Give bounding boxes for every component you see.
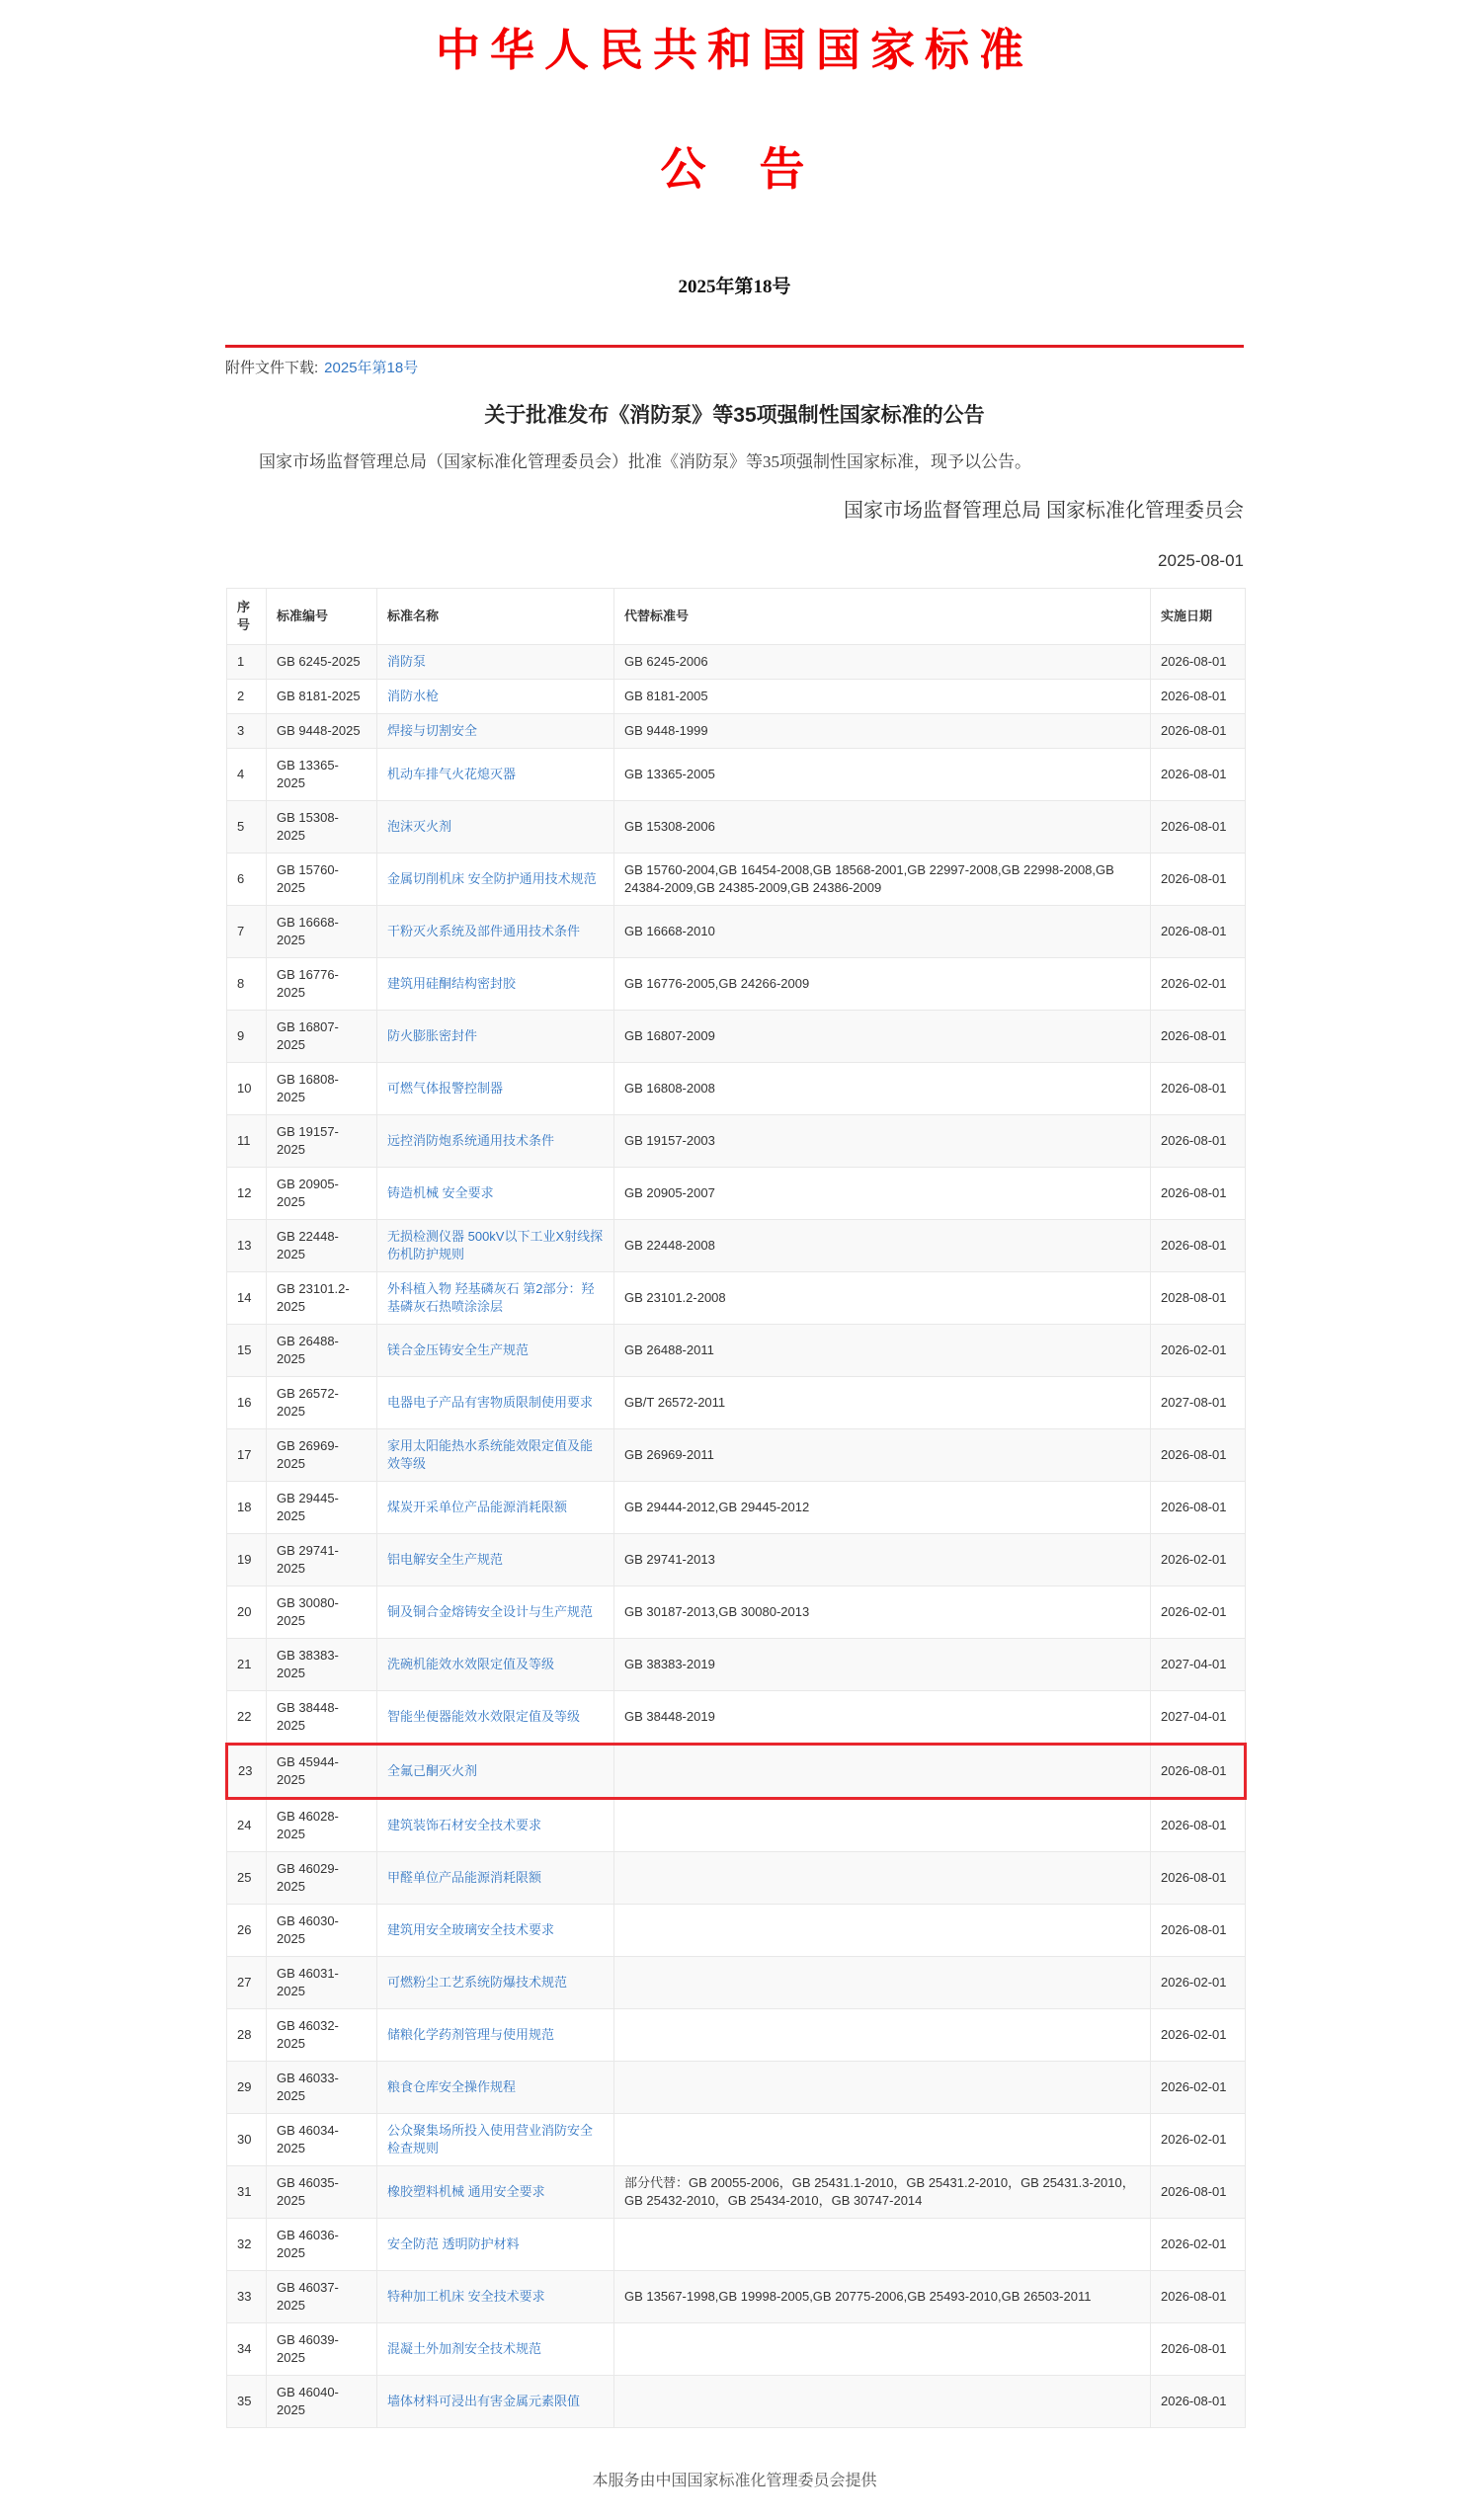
implementation-date: 2026-08-01 [1151, 2271, 1246, 2323]
table-row [227, 2271, 1246, 2323]
table-row [227, 1534, 1246, 1586]
row-index: 24 [227, 1799, 267, 1852]
table-row [227, 1957, 1246, 2009]
announcement-signer: 国家市场监督管理总局 国家标准化管理委员会 [844, 500, 1244, 522]
standard-name-cell [377, 2219, 614, 2271]
implementation-date: 2026-08-01 [1151, 1799, 1246, 1852]
replaced-standards [614, 2062, 1151, 2114]
replaced-standards: GB 19157-2003 [614, 1115, 1151, 1168]
table-row [227, 2219, 1246, 2271]
implementation-date: 2026-08-01 [1151, 801, 1246, 854]
standard-name-cell [377, 1799, 614, 1852]
col-header-replaces: 代替标准号 [614, 589, 1151, 645]
table-row [227, 1482, 1246, 1534]
table-row [227, 906, 1246, 958]
table-row [227, 1377, 1246, 1429]
implementation-date: 2026-02-01 [1151, 1957, 1246, 2009]
standard-name-link[interactable]: 建筑装饰石材安全技术要求 [387, 1818, 542, 1832]
standard-name-link[interactable]: 家用太阳能热水系统能效限定值及能效等级 [387, 1438, 594, 1471]
table-row [227, 1325, 1246, 1377]
standard-code: GB 46034-2025 [267, 2114, 377, 2166]
row-index: 16 [227, 1377, 267, 1429]
replaced-standards: GB 8181-2005 [614, 680, 1151, 714]
standard-name-cell [377, 645, 614, 680]
col-header-code: 标准编号 [267, 589, 377, 645]
row-index: 2 [227, 680, 267, 714]
replaced-standards: GB 15760-2004,GB 16454-2008,GB 18568-2001,GB 22997-2008,GB 22998-2008,GB 24384-2009,GB 24385-2009,GB 24386-2009 [614, 854, 1151, 906]
standard-code: GB 46037-2025 [267, 2271, 377, 2323]
standard-code: GB 23101.2-2025 [267, 1272, 377, 1325]
replaced-standards [614, 2114, 1151, 2166]
standard-name-cell [377, 1272, 614, 1325]
standard-code: GB 30080-2025 [267, 1586, 377, 1639]
replaced-standards: GB 6245-2006 [614, 645, 1151, 680]
standard-code: GB 46039-2025 [267, 2323, 377, 2376]
row-index: 10 [227, 1063, 267, 1115]
standard-name-link[interactable]: 焊接与切割安全 [387, 723, 478, 738]
standard-name-cell [377, 2009, 614, 2062]
implementation-date: 2026-08-01 [1151, 680, 1246, 714]
standard-name-link[interactable]: 泡沫灭火剂 [387, 819, 452, 834]
standard-name-cell [377, 1586, 614, 1639]
standard-name-cell [377, 680, 614, 714]
standard-code: GB 46032-2025 [267, 2009, 377, 2062]
standard-code: GB 19157-2025 [267, 1115, 377, 1168]
announcement-title: 关于批准发布《消防泵》等35项强制性国家标准的公告 [484, 404, 985, 427]
row-index: 17 [227, 1429, 267, 1482]
row-index: 26 [227, 1905, 267, 1957]
replaced-standards: GB 29741-2013 [614, 1534, 1151, 1586]
row-index: 34 [227, 2323, 267, 2376]
implementation-date: 2026-08-01 [1151, 1429, 1246, 1482]
row-index: 12 [227, 1168, 267, 1220]
standard-name-link[interactable]: 特种加工机床 安全技术要求 [387, 2289, 545, 2304]
implementation-date: 2026-08-01 [1151, 2323, 1246, 2376]
table-row [227, 714, 1246, 749]
implementation-date: 2026-08-01 [1151, 749, 1246, 801]
standard-name-cell [377, 854, 614, 906]
replaced-standards: GB 9448-1999 [614, 714, 1151, 749]
standard-name-link[interactable]: 全氟己酮灭火剂 [387, 1763, 478, 1778]
standard-name-link[interactable]: 可燃气体报警控制器 [387, 1081, 504, 1096]
standard-name-cell [377, 1377, 614, 1429]
implementation-date: 2026-08-01 [1151, 1905, 1246, 1957]
standard-name-cell [377, 2166, 614, 2219]
row-index: 35 [227, 2376, 267, 2428]
implementation-date: 2026-02-01 [1151, 1534, 1246, 1586]
standard-name-link[interactable]: 洗碗机能效水效限定值及等级 [387, 1657, 555, 1671]
replaced-standards: GB 13365-2005 [614, 749, 1151, 801]
standard-code: GB 9448-2025 [267, 714, 377, 749]
implementation-date: 2026-02-01 [1151, 2114, 1246, 2166]
standard-code: GB 38448-2025 [267, 1691, 377, 1745]
standard-name-link[interactable]: 煤炭开采单位产品能源消耗限额 [387, 1500, 568, 1514]
replaced-standards [614, 2323, 1151, 2376]
standard-name-cell [377, 714, 614, 749]
table-row [227, 1691, 1246, 1745]
standard-name-cell [377, 2376, 614, 2428]
standard-code: GB 38383-2025 [267, 1639, 377, 1691]
implementation-date: 2026-02-01 [1151, 1586, 1246, 1639]
standard-name-cell [377, 2271, 614, 2323]
row-index: 6 [227, 854, 267, 906]
standard-name-link[interactable]: 外科植入物 羟基磷灰石 第2部分：羟基磷灰石热喷涂涂层 [387, 1281, 595, 1314]
red-divider [225, 345, 1244, 348]
table-row [227, 1115, 1246, 1168]
row-index: 30 [227, 2114, 267, 2166]
standard-code: GB 16807-2025 [267, 1011, 377, 1063]
row-index: 19 [227, 1534, 267, 1586]
replaced-standards [614, 1957, 1151, 2009]
implementation-date: 2026-08-01 [1151, 2376, 1246, 2428]
standard-code: GB 22448-2025 [267, 1220, 377, 1272]
row-index: 32 [227, 2219, 267, 2271]
standard-name-link[interactable]: 消防泵 [387, 654, 427, 669]
col-header-name: 标准名称 [377, 589, 614, 645]
standard-name-cell [377, 2114, 614, 2166]
row-index: 9 [227, 1011, 267, 1063]
table-row [227, 1272, 1246, 1325]
row-index: 1 [227, 645, 267, 680]
replaced-standards: GB 13567-1998,GB 19998-2005,GB 20775-2006,GB 25493-2010,GB 26503-2011 [614, 2271, 1151, 2323]
standard-name-link[interactable]: 建筑用安全玻璃安全技术要求 [387, 1922, 555, 1937]
table-row [227, 854, 1246, 906]
replaced-standards: GB 29444-2012,GB 29445-2012 [614, 1482, 1151, 1534]
table-row [227, 801, 1246, 854]
standard-code: GB 26969-2025 [267, 1429, 377, 1482]
row-index: 11 [227, 1115, 267, 1168]
table-row [227, 2114, 1246, 2166]
standard-name-link[interactable]: 可燃粉尘工艺系统防爆技术规范 [387, 1975, 568, 1990]
standard-name-link[interactable]: 智能坐便器能效水效限定值及等级 [387, 1709, 581, 1724]
standard-code: GB 46035-2025 [267, 2166, 377, 2219]
table-row [227, 749, 1246, 801]
row-index: 25 [227, 1852, 267, 1905]
implementation-date: 2026-02-01 [1151, 2062, 1246, 2114]
standard-name-cell [377, 1482, 614, 1534]
standard-name-link[interactable]: 无损检测仪器 500kV以下工业X射线探伤机防护规则 [387, 1229, 604, 1261]
standard-name-cell [377, 1957, 614, 2009]
col-header-date: 实施日期 [1151, 589, 1246, 645]
replaced-standards: GB 26488-2011 [614, 1325, 1151, 1377]
standard-name-cell [377, 2062, 614, 2114]
standard-name-link[interactable]: 电器电子产品有害物质限制使用要求 [387, 1395, 594, 1410]
table-row [227, 1905, 1246, 1957]
table-row [227, 1852, 1246, 1905]
standard-code: GB 26572-2025 [267, 1377, 377, 1429]
standard-name-cell [377, 1168, 614, 1220]
standard-name-cell [377, 1852, 614, 1905]
standard-code: GB 29741-2025 [267, 1534, 377, 1586]
attachment-link[interactable]: 2025年第18号 [324, 360, 419, 376]
standard-code: GB 45944-2025 [267, 1745, 377, 1799]
row-index: 20 [227, 1586, 267, 1639]
standard-name-link[interactable]: 铝电解安全生产规范 [387, 1552, 504, 1567]
row-index: 22 [227, 1691, 267, 1745]
replaced-standards: GB/T 26572-2011 [614, 1377, 1151, 1429]
row-index: 7 [227, 906, 267, 958]
standard-name-link[interactable]: 粮食仓库安全操作规程 [387, 2079, 517, 2094]
standard-code: GB 29445-2025 [267, 1482, 377, 1534]
announcement-page [0, 14, 1469, 2520]
table-row [227, 1168, 1246, 1220]
replaced-standards: GB 22448-2008 [614, 1220, 1151, 1272]
attachment-row [225, 357, 1244, 377]
replaced-standards: GB 16807-2009 [614, 1011, 1151, 1063]
table-row [227, 2062, 1246, 2114]
standard-name-link[interactable]: 墙体材料可浸出有害金属元素限值 [387, 2394, 581, 2408]
implementation-date: 2026-08-01 [1151, 714, 1246, 749]
replaced-standards: GB 23101.2-2008 [614, 1272, 1151, 1325]
attachment-label: 附件文件下载: [225, 360, 319, 376]
standard-name-cell [377, 1115, 614, 1168]
table-row [227, 645, 1246, 680]
standard-name-cell [377, 1905, 614, 1957]
replaced-standards: 部分代替：GB 20055-2006，GB 25431.1-2010，GB 25431.2-2010，GB 25431.3-2010，GB 25432-2010，GB 25434-2010，GB 30747-2014 [614, 2166, 1151, 2219]
implementation-date: 2026-08-01 [1151, 1011, 1246, 1063]
standard-name-link[interactable]: 远控消防炮系统通用技术条件 [387, 1133, 555, 1148]
replaced-standards: GB 15308-2006 [614, 801, 1151, 854]
row-index: 13 [227, 1220, 267, 1272]
replaced-standards: GB 38448-2019 [614, 1691, 1151, 1745]
standard-name-cell [377, 749, 614, 801]
table-row [227, 1799, 1246, 1852]
replaced-standards [614, 1905, 1151, 1957]
standard-code: GB 16668-2025 [267, 906, 377, 958]
replaced-standards [614, 1745, 1151, 1799]
replaced-standards: GB 16668-2010 [614, 906, 1151, 958]
standard-name-cell [377, 1063, 614, 1115]
replaced-standards [614, 2376, 1151, 2428]
table-row [227, 1429, 1246, 1482]
standard-name-cell [377, 1745, 614, 1799]
standard-name-link[interactable]: 铜及铜合金熔铸安全设计与生产规范 [387, 1604, 594, 1619]
row-index: 15 [227, 1325, 267, 1377]
standard-code: GB 16808-2025 [267, 1063, 377, 1115]
replaced-standards [614, 2009, 1151, 2062]
implementation-date: 2026-08-01 [1151, 1852, 1246, 1905]
row-index: 3 [227, 714, 267, 749]
implementation-date: 2027-04-01 [1151, 1639, 1246, 1691]
standard-name-link[interactable]: 甲醛单位产品能源消耗限额 [387, 1870, 542, 1885]
implementation-date: 2026-08-01 [1151, 854, 1246, 906]
standard-code: GB 16776-2025 [267, 958, 377, 1011]
replaced-standards [614, 2219, 1151, 2271]
standard-name-link[interactable]: 储粮化学药剂管理与使用规范 [387, 2027, 555, 2042]
standard-code: GB 46033-2025 [267, 2062, 377, 2114]
row-index: 31 [227, 2166, 267, 2219]
standard-code: GB 13365-2025 [267, 749, 377, 801]
replaced-standards [614, 1799, 1151, 1852]
standards-table [225, 588, 1247, 2428]
implementation-date: 2026-08-01 [1151, 906, 1246, 958]
page-title: 中华人民共和国国家标准 [435, 26, 1033, 75]
implementation-date: 2026-02-01 [1151, 958, 1246, 1011]
content-area [225, 345, 1244, 2428]
standard-name-link[interactable]: 公众聚集场所投入使用营业消防安全检查规则 [387, 2123, 594, 2155]
col-header-index: 序号 [227, 589, 267, 645]
implementation-date: 2026-08-01 [1151, 1745, 1246, 1799]
implementation-date: 2026-08-01 [1151, 1482, 1246, 1534]
row-index: 8 [227, 958, 267, 1011]
row-index: 28 [227, 2009, 267, 2062]
standard-name-cell [377, 1011, 614, 1063]
standard-name-cell [377, 958, 614, 1011]
standard-name-cell [377, 1639, 614, 1691]
standard-name-link[interactable]: 消防水枪 [387, 689, 440, 703]
row-index: 5 [227, 801, 267, 854]
standard-name-link[interactable]: 铸造机械 安全要求 [387, 1185, 494, 1200]
replaced-standards: GB 30187-2013,GB 30080-2013 [614, 1586, 1151, 1639]
standard-code: GB 46031-2025 [267, 1957, 377, 2009]
row-index: 4 [227, 749, 267, 801]
implementation-date: 2027-08-01 [1151, 1377, 1246, 1429]
replaced-standards: GB 16808-2008 [614, 1063, 1151, 1115]
standard-name-link[interactable]: 机动车排气火花熄灭器 [387, 767, 517, 781]
implementation-date: 2026-08-01 [1151, 1115, 1246, 1168]
standard-name-link[interactable]: 安全防范 透明防护材料 [387, 2236, 520, 2251]
standard-name-link[interactable]: 防火膨胀密封件 [387, 1028, 478, 1043]
standard-code: GB 6245-2025 [267, 645, 377, 680]
table-row [227, 2166, 1246, 2219]
standard-name-cell [377, 906, 614, 958]
row-index: 33 [227, 2271, 267, 2323]
table-row [227, 1063, 1246, 1115]
replaced-standards: GB 38383-2019 [614, 1639, 1151, 1691]
standard-name-cell [377, 1220, 614, 1272]
announcement-body: 国家市场监督管理总局（国家标准化管理委员会）批准《消防泵》等35项强制性国家标准，现予以公告。 [259, 452, 1031, 471]
standard-name-link[interactable]: 金属切削机床 安全防护通用技术规范 [387, 871, 597, 886]
replaced-standards: GB 26969-2011 [614, 1429, 1151, 1482]
standard-code: GB 46040-2025 [267, 2376, 377, 2428]
table-row [227, 2323, 1246, 2376]
standard-name-link[interactable]: 橡胶塑料机械 通用安全要求 [387, 2184, 545, 2199]
table-row [227, 1220, 1246, 1272]
standard-name-link[interactable]: 建筑用硅酮结构密封胶 [387, 976, 517, 991]
table-row [227, 1639, 1246, 1691]
implementation-date: 2026-08-01 [1151, 1220, 1246, 1272]
table-header [227, 589, 1246, 645]
implementation-date: 2026-02-01 [1151, 2219, 1246, 2271]
standard-code: GB 46036-2025 [267, 2219, 377, 2271]
implementation-date: 2026-08-01 [1151, 1168, 1246, 1220]
standard-name-link[interactable]: 混凝土外加剂安全技术规范 [387, 2341, 542, 2356]
standard-name-link[interactable]: 干粉灭火系统及部件通用技术条件 [387, 924, 581, 938]
implementation-date: 2026-08-01 [1151, 645, 1246, 680]
row-index: 23 [227, 1745, 267, 1799]
standard-code: GB 46030-2025 [267, 1905, 377, 1957]
standard-name-cell [377, 1325, 614, 1377]
announcement-date: 2025-08-01 [1158, 551, 1244, 570]
standard-code: GB 15308-2025 [267, 801, 377, 854]
implementation-date: 2026-02-01 [1151, 2009, 1246, 2062]
replaced-standards: GB 16776-2005,GB 24266-2009 [614, 958, 1151, 1011]
row-index: 29 [227, 2062, 267, 2114]
row-index: 18 [227, 1482, 267, 1534]
implementation-date: 2028-08-01 [1151, 1272, 1246, 1325]
standard-code: GB 26488-2025 [267, 1325, 377, 1377]
implementation-date: 2026-08-01 [1151, 1063, 1246, 1115]
page-subtitle: 公 告 [660, 144, 809, 195]
row-index: 27 [227, 1957, 267, 2009]
table-row [227, 680, 1246, 714]
standard-code: GB 46028-2025 [267, 1799, 377, 1852]
implementation-date: 2027-04-01 [1151, 1691, 1246, 1745]
standard-name-link[interactable]: 镁合金压铸安全生产规范 [387, 1342, 530, 1357]
standard-name-cell [377, 1429, 614, 1482]
standard-code: GB 46029-2025 [267, 1852, 377, 1905]
standard-code: GB 15760-2025 [267, 854, 377, 906]
table-row-highlighted [227, 1745, 1246, 1799]
row-index: 21 [227, 1639, 267, 1691]
table-row [227, 2376, 1246, 2428]
standard-code: GB 20905-2025 [267, 1168, 377, 1220]
table-row [227, 1011, 1246, 1063]
footer-text: 本服务由中国国家标准化管理委员会提供 [592, 2473, 877, 2489]
implementation-date: 2026-02-01 [1151, 1325, 1246, 1377]
row-index: 14 [227, 1272, 267, 1325]
table-row [227, 1586, 1246, 1639]
standard-name-cell [377, 801, 614, 854]
table-row [227, 2009, 1246, 2062]
issue-number: 2025年第18号 [678, 277, 791, 297]
replaced-standards: GB 20905-2007 [614, 1168, 1151, 1220]
standard-code: GB 8181-2025 [267, 680, 377, 714]
standard-name-cell [377, 2323, 614, 2376]
table-row [227, 958, 1246, 1011]
implementation-date: 2026-08-01 [1151, 2166, 1246, 2219]
replaced-standards [614, 1852, 1151, 1905]
standards-table-body [227, 645, 1246, 2428]
standard-name-cell [377, 1691, 614, 1745]
standard-name-cell [377, 1534, 614, 1586]
